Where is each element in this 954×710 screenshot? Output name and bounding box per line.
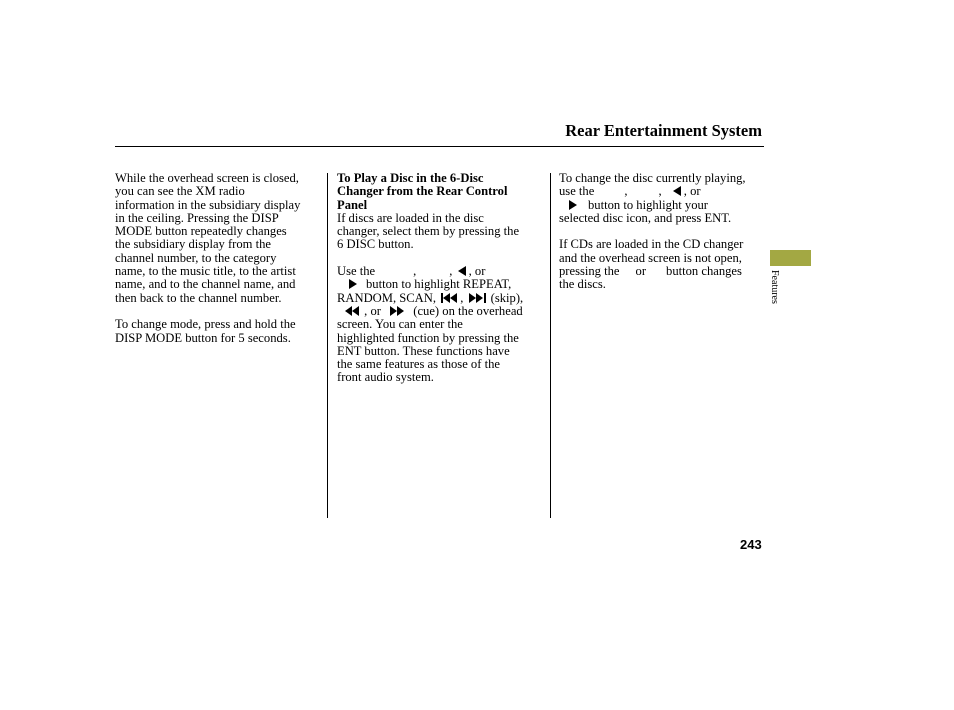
section-tab	[770, 250, 811, 266]
text-line: name, to the music title, to the artist	[115, 264, 296, 279]
text-line: DISP MODE button for 5 seconds.	[115, 330, 291, 345]
text-line: 6 DISC button.	[337, 237, 414, 252]
column-2	[337, 172, 545, 398]
text: , or	[468, 264, 486, 279]
text-line	[337, 292, 545, 305]
arrow-left-icon	[673, 186, 682, 196]
text-line: front audio system.	[337, 370, 434, 385]
column-divider-1	[327, 173, 328, 518]
column-divider-2	[550, 173, 551, 518]
column3-paragraph-1	[559, 172, 764, 225]
text-line	[337, 305, 545, 318]
column-3	[559, 172, 764, 305]
text-line	[337, 265, 545, 278]
text-line	[559, 185, 764, 198]
text-line: name, and to the channel name, and	[115, 277, 296, 292]
text-line: channel number, to the category	[115, 250, 277, 265]
text-line: highlighted function by pressing the	[337, 330, 519, 345]
section-heading	[337, 172, 545, 212]
text-line: then back to the channel number.	[115, 290, 282, 305]
heading-line: Changer from the Rear Control	[337, 184, 508, 199]
text-line: If CDs are loaded in the CD changer	[559, 237, 744, 252]
title-rule	[115, 146, 764, 147]
text: ,	[413, 264, 417, 279]
text-line: changer, select them by pressing the	[337, 224, 520, 239]
column2-paragraph-1	[337, 212, 545, 252]
text: ,	[460, 290, 464, 305]
text-line: screen. You can enter the	[337, 317, 463, 332]
text-line: the discs.	[559, 277, 606, 292]
text: ,	[624, 184, 628, 199]
column-1	[115, 172, 320, 358]
column3-paragraph-2	[559, 238, 764, 291]
column1-paragraph-2	[115, 318, 320, 345]
rewind-icon	[345, 306, 359, 316]
text-line: While the overhead screen is closed,	[115, 171, 299, 185]
text: (skip),	[490, 290, 524, 305]
text: or	[635, 264, 647, 279]
text-line: ENT button. These functions have	[337, 343, 510, 358]
text: button to highlight REPEAT,	[366, 277, 512, 292]
text-line	[559, 199, 764, 212]
text: pressing the	[559, 264, 620, 279]
text-line: To change the disc currently playing,	[559, 171, 746, 185]
text-line: selected disc icon, and press ENT.	[559, 210, 732, 225]
text-line: MODE button repeatedly changes	[115, 224, 287, 239]
page-title: Rear Entertainment System	[565, 121, 762, 140]
heading-line: Panel	[337, 197, 368, 212]
side-label	[770, 270, 782, 320]
text-line	[559, 265, 764, 278]
side-label-text: Features	[769, 270, 780, 304]
text-line: information in the subsidiary display	[115, 197, 301, 212]
text-line: the subsidiary display from the	[115, 237, 271, 252]
column1-paragraph-1	[115, 172, 320, 305]
skip-forward-icon	[469, 293, 486, 303]
text: button to highlight your	[588, 197, 708, 212]
arrow-right-icon	[349, 279, 358, 289]
text-line: in the ceiling. Pressing the DISP	[115, 210, 279, 225]
text-line: the same features as those of the	[337, 357, 500, 372]
arrow-right-icon	[569, 200, 578, 210]
text: Use the	[337, 264, 376, 279]
text: use the	[559, 184, 595, 199]
text-line: If discs are loaded in the disc	[337, 210, 484, 225]
text: ,	[449, 264, 453, 279]
arrow-left-icon	[458, 266, 467, 276]
heading-line: To Play a Disc in the 6-Disc	[337, 171, 484, 185]
skip-back-icon	[441, 293, 458, 303]
fast-forward-icon	[390, 306, 404, 316]
text: , or	[364, 303, 381, 318]
text: ,	[658, 184, 662, 199]
text-line: and the overhead screen is not open,	[559, 250, 742, 265]
text: button changes	[666, 264, 742, 279]
text-line: you can see the XM radio	[115, 184, 245, 199]
column2-paragraph-2	[337, 265, 545, 385]
text-line	[337, 278, 545, 291]
text: , or	[683, 184, 701, 199]
text-line: To change mode, press and hold the	[115, 317, 296, 332]
text: RANDOM, SCAN,	[337, 290, 437, 305]
page-number: 243	[740, 537, 762, 552]
text: (cue) on the overhead	[413, 303, 523, 318]
